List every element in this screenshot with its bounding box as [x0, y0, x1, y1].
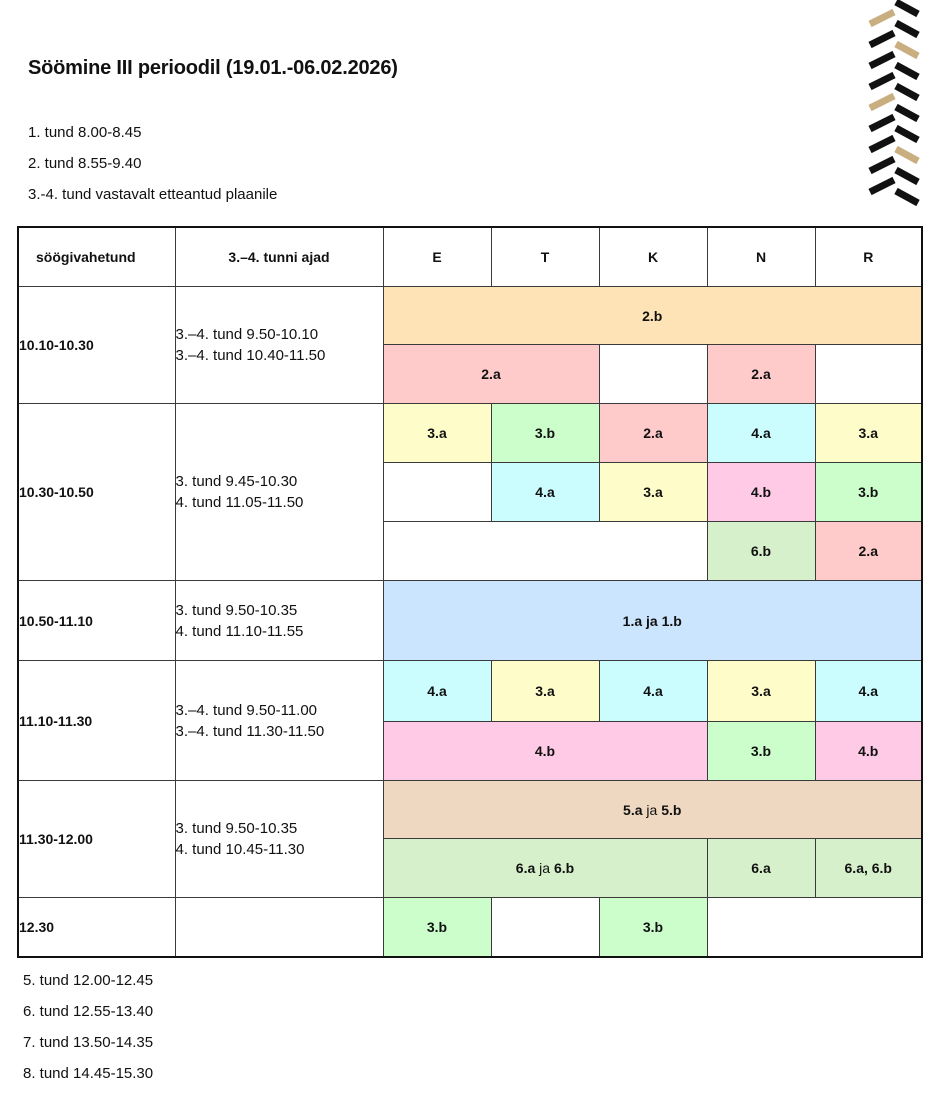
empty-cell [599, 345, 707, 404]
class-cell: 3.a [707, 661, 815, 722]
chevron-stroke [896, 65, 918, 77]
empty-cell [815, 345, 922, 404]
lesson-time: 4. tund 11.10-11.55 [175, 622, 304, 640]
chevron-stroke [896, 107, 918, 119]
chevron-decoration-icon [866, 0, 922, 222]
lesson-times-cell [175, 581, 383, 661]
slot-time: 11.30-12.00 [18, 781, 175, 898]
class-cell: 6.a [707, 839, 815, 898]
chevron-stroke [870, 12, 894, 24]
class-cell: 2.b [383, 287, 922, 345]
class-cell: 3.a [815, 404, 922, 463]
lesson-time: 3. tund 9.50-10.35 [175, 820, 298, 837]
class-cell: 2.a [383, 345, 599, 404]
class-label: 6.a [515, 860, 536, 876]
chevron-stroke [896, 149, 918, 161]
slot-time: 12.30 [18, 898, 175, 958]
lesson-time: 4. tund 10.45-11.30 [175, 841, 305, 858]
header-day-e: E [383, 227, 491, 287]
class-cell: 4.a [707, 404, 815, 463]
lesson-time: 3. tund 9.45-10.30 [175, 473, 298, 490]
class-cell: 4.b [707, 463, 815, 522]
lesson-times-bottom [23, 965, 153, 1089]
lesson-times-cell [175, 661, 383, 781]
class-label: 1.b [661, 612, 682, 629]
lesson-times-cell [175, 404, 383, 581]
slot-time: 11.10-11.30 [18, 661, 175, 781]
lesson-time: 4. tund 11.05-11.50 [175, 494, 304, 511]
lesson-time-line: 2. tund 8.55-9.40 [28, 155, 142, 172]
chevron-stroke [896, 23, 918, 35]
chevron-stroke [896, 86, 918, 98]
header-times: 3.–4. tunni ajad [175, 227, 383, 287]
lesson-time-line: 7. tund 13.50-14.35 [23, 1034, 154, 1051]
chevron-stroke [870, 33, 894, 45]
meal-schedule-table [17, 226, 923, 958]
chevron-stroke [870, 75, 894, 87]
class-cell: 3.b [707, 722, 815, 781]
chevron-stroke [896, 191, 918, 203]
lesson-time: 3.–4. tund 11.30-11.50 [175, 722, 325, 740]
lesson-time: 3. tund 9.50-10.35 [175, 601, 298, 619]
class-cell: 3.a [599, 463, 707, 522]
lesson-time: 3.–4. tund 9.50-10.10 [175, 326, 319, 343]
lesson-times-cell [175, 287, 383, 404]
lesson-time: 3.–4. tund 9.50-11.00 [175, 701, 318, 719]
class-cell: 2.a [599, 404, 707, 463]
header-slot: söögivahetund [18, 227, 175, 287]
class-cell: 2.a [707, 345, 815, 404]
class-cell: 4.a [599, 661, 707, 722]
conjunction: ja [642, 801, 662, 818]
slot-time: 10.30-10.50 [18, 404, 175, 581]
lesson-time-line: 1. tund 8.00-8.45 [28, 124, 142, 141]
class-cell: 4.a [383, 661, 491, 722]
class-cell: 4.b [383, 722, 707, 781]
lesson-time: 3.–4. tund 10.40-11.50 [175, 347, 326, 364]
lesson-time-line: 5. tund 12.00-12.45 [23, 972, 154, 989]
table-header-row [18, 227, 922, 287]
chevron-stroke [870, 138, 894, 150]
slot-time: 10.10-10.30 [18, 287, 175, 404]
class-label: 5.a [623, 801, 643, 818]
empty-cell [383, 463, 491, 522]
lesson-times-cell [175, 898, 383, 958]
conjunction: ja [535, 860, 554, 876]
chevron-stroke [896, 2, 918, 14]
chevron-stroke [870, 159, 894, 171]
class-label: 1.a [622, 612, 643, 629]
chevron-stroke [870, 54, 894, 66]
table-row [18, 581, 922, 661]
class-cell [383, 781, 922, 839]
chevron-stroke [896, 44, 918, 56]
page-title: Söömine III perioodil (19.01.-06.02.2026) [28, 57, 398, 79]
class-cell: 3.b [815, 463, 922, 522]
chevron-stroke [896, 128, 918, 140]
table-row [18, 781, 922, 839]
chevron-stroke [870, 180, 894, 192]
class-cell: 6.a, 6.b [815, 839, 922, 898]
lesson-times-top [28, 117, 277, 210]
class-label: 6.b [553, 860, 575, 876]
class-cell: 4.a [815, 661, 922, 722]
header-day-r: R [815, 227, 922, 287]
class-cell: 2.a [815, 522, 922, 581]
lesson-times-cell [175, 781, 383, 898]
chevron-stroke [896, 170, 918, 182]
lesson-time-line: 6. tund 12.55-13.40 [23, 1003, 154, 1020]
table-row [18, 287, 922, 345]
table-row [18, 404, 922, 463]
class-label: 5.b [661, 801, 682, 818]
class-cell: 4.a [491, 463, 599, 522]
chevron-stroke [870, 96, 894, 108]
chevron-stroke [870, 117, 894, 129]
class-cell: 3.a [491, 661, 599, 722]
table-row [18, 661, 922, 722]
class-cell [383, 839, 707, 898]
header-day-k: K [599, 227, 707, 287]
conjunction: ja [642, 612, 662, 629]
table-row [18, 898, 922, 958]
class-cell: 4.b [815, 722, 922, 781]
class-cell: 3.b [599, 898, 707, 958]
class-cell: 3.b [383, 898, 491, 958]
empty-cell [491, 898, 599, 958]
class-cell: 6.b [707, 522, 815, 581]
header-day-t: T [491, 227, 599, 287]
lesson-time-line: 3.-4. tund vastavalt etteantud plaanile [28, 186, 278, 203]
class-cell: 3.a [383, 404, 491, 463]
class-cell: 3.b [491, 404, 599, 463]
header-day-n: N [707, 227, 815, 287]
lesson-time-line: 8. tund 14.45-15.30 [23, 1065, 154, 1082]
slot-time: 10.50-11.10 [18, 581, 175, 661]
empty-cell [707, 898, 922, 958]
class-cell [383, 581, 922, 661]
empty-cell [383, 522, 707, 581]
